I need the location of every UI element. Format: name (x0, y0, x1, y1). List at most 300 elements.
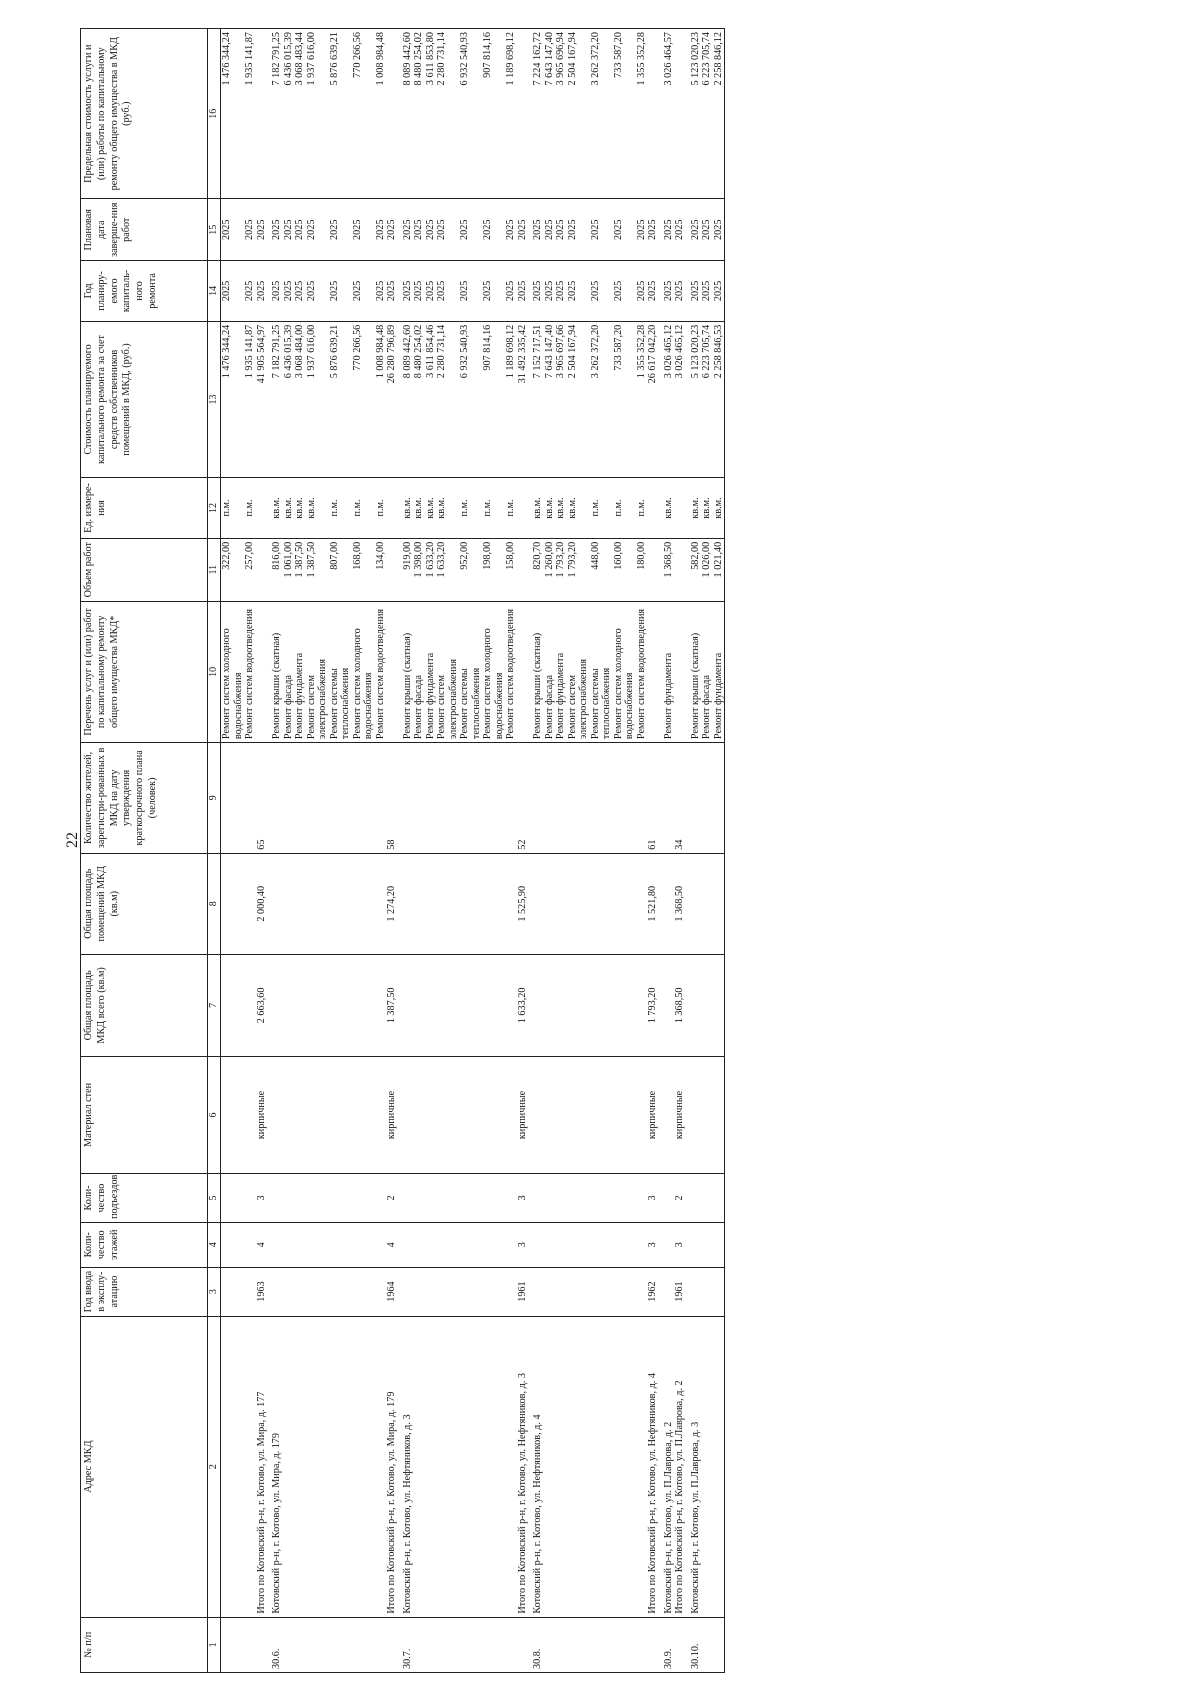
cell-wall-material (713, 1056, 725, 1173)
cell-volume: 1 793,20 (567, 538, 590, 601)
cell-repair-year: 2025 (659, 261, 675, 322)
cell-address (436, 1316, 459, 1617)
cell-number (221, 1617, 245, 1672)
page-number: 22 (64, 832, 81, 848)
cell-work-type: Ремонт фундамента (294, 601, 306, 743)
cell-work-type: Ремонт фундамента (713, 601, 725, 743)
cell-number (413, 1617, 425, 1672)
cell-work-type: Ремонт систем водоотведения (244, 601, 256, 743)
cell-floors (459, 1222, 482, 1267)
cell-premises-area (436, 853, 459, 954)
cell-total-area (352, 954, 375, 1056)
cell-completion-date: 2025 (221, 199, 245, 261)
cell-max-cost: 8 480 254,02 (413, 29, 425, 199)
cell-unit (256, 478, 268, 539)
cell-cost: 26 280 796,89 (386, 321, 398, 477)
table-row (436, 29, 459, 1673)
cell-address (352, 1316, 375, 1617)
cell-volume: 1 026,00 (701, 538, 713, 601)
cell-completion-date: 2025 (482, 199, 505, 261)
cell-entrances (413, 1173, 425, 1222)
cell-completion-date: 2025 (659, 199, 675, 261)
cell-wall-material (436, 1056, 459, 1173)
cell-residents (567, 743, 590, 854)
cell-floors (701, 1222, 713, 1267)
cell-wall-material (590, 1056, 613, 1173)
cell-floors (686, 1222, 702, 1267)
cell-floors (425, 1222, 437, 1267)
cell-cost: 3 262 372,20 (590, 321, 613, 477)
cell-wall-material (659, 1056, 675, 1173)
cell-unit: кв.м. (413, 478, 425, 539)
cell-work-type: Ремонт системы теплоснабжения (459, 601, 482, 743)
cell-entrances: 3 (517, 1173, 529, 1222)
cell-residents (713, 743, 725, 854)
cell-address (329, 1316, 352, 1617)
cell-wall-material (544, 1056, 556, 1173)
cell-repair-year: 2025 (517, 261, 529, 322)
cell-volume (674, 538, 686, 601)
cell-residents (352, 743, 375, 854)
cell-max-cost: 1 937 616,00 (306, 29, 329, 199)
cell-entrances (221, 1173, 245, 1222)
cell-year-commissioned (613, 1267, 636, 1316)
cell-floors (505, 1222, 517, 1267)
cell-residents (505, 743, 517, 854)
cell-floors (613, 1222, 636, 1267)
cell-residents: 61 (647, 743, 659, 854)
table-row (306, 29, 329, 1673)
table-row (482, 29, 505, 1673)
cell-number: 30.6. (267, 1617, 283, 1672)
cell-max-cost: 6 436 015,39 (283, 29, 295, 199)
cell-address: Итого по Котовский р-н, г. Котово, ул. Мира, д. 179 (386, 1316, 398, 1617)
cell-cost: 7 182 791,25 (267, 321, 283, 477)
cell-repair-year: 2025 (567, 261, 590, 322)
cell-residents (267, 743, 283, 854)
cell-total-area: 1 793,20 (647, 954, 659, 1056)
cell-entrances (505, 1173, 517, 1222)
cell-wall-material: кирпичные (386, 1056, 398, 1173)
cell-cost: 1 935 141,87 (244, 321, 256, 477)
cell-cost: 41 905 564,97 (256, 321, 268, 477)
cell-address: Котовский р-н, г. Котово, ул. Нефтяников, д. 3 (398, 1316, 414, 1617)
cell-volume: 158,00 (505, 538, 517, 601)
cell-entrances (425, 1173, 437, 1222)
cell-number (375, 1617, 387, 1672)
cell-max-cost: 3 611 853,80 (425, 29, 437, 199)
cell-repair-year: 2025 (306, 261, 329, 322)
cell-floors (221, 1222, 245, 1267)
cell-number (613, 1617, 636, 1672)
cell-premises-area: 1 521,80 (647, 853, 659, 954)
col-header-max-cost: Предельная стоимость услуги и (или) работы по капитальному ремонту общего имущества в МКД (руб.) (81, 29, 208, 199)
cell-unit: кв.м. (659, 478, 675, 539)
cell-volume: 952,00 (459, 538, 482, 601)
cell-address (244, 1316, 256, 1617)
cell-unit: кв.м. (436, 478, 459, 539)
cell-premises-area (567, 853, 590, 954)
cell-year-commissioned (713, 1267, 725, 1316)
cell-work-type: Ремонт фасада (544, 601, 556, 743)
cell-repair-year: 2025 (701, 261, 713, 322)
cell-completion-date: 2025 (413, 199, 425, 261)
cell-total-area: 1 368,50 (674, 954, 686, 1056)
cell-entrances (398, 1173, 414, 1222)
cell-residents (555, 743, 567, 854)
cell-floors: 4 (386, 1222, 398, 1267)
col-header-repair-year: Год планиру-емого капиталь-ного ремонта (81, 261, 208, 322)
cell-volume: 820,70 (528, 538, 544, 601)
cell-floors (375, 1222, 387, 1267)
table-row (352, 29, 375, 1673)
cell-work-type: Ремонт систем холодного водоснабжения (613, 601, 636, 743)
cell-year-commissioned (544, 1267, 556, 1316)
cell-completion-date: 2025 (425, 199, 437, 261)
table-row-total (517, 29, 529, 1673)
cell-premises-area (425, 853, 437, 954)
cell-work-type: Ремонт крыши (скатная) (686, 601, 702, 743)
cell-work-type: Ремонт крыши (скатная) (528, 601, 544, 743)
cell-completion-date: 2025 (713, 199, 725, 261)
cell-unit: кв.м. (544, 478, 556, 539)
cell-premises-area (329, 853, 352, 954)
cell-year-commissioned (567, 1267, 590, 1316)
cell-volume: 1 398,00 (413, 538, 425, 601)
cell-number (425, 1617, 437, 1672)
cell-floors (283, 1222, 295, 1267)
cell-repair-year: 2025 (613, 261, 636, 322)
cell-year-commissioned (505, 1267, 517, 1316)
cell-residents (413, 743, 425, 854)
cell-premises-area (482, 853, 505, 954)
cell-cost: 5 123 020,23 (686, 321, 702, 477)
cell-floors (329, 1222, 352, 1267)
col-header-volume: Объем работ (81, 538, 208, 601)
cell-number (713, 1617, 725, 1672)
cell-work-type: Ремонт фасада (283, 601, 295, 743)
cell-wall-material (567, 1056, 590, 1173)
cell-wall-material (686, 1056, 702, 1173)
table-row-total (386, 29, 398, 1673)
col-header-cost: Стоимость планируемого капитального ремонта за счет средств собственников помещений в МКД, (руб.) (81, 321, 208, 477)
cell-total-area (567, 954, 590, 1056)
cell-wall-material: кирпичные (674, 1056, 686, 1173)
cell-year-commissioned (425, 1267, 437, 1316)
cell-completion-date: 2025 (294, 199, 306, 261)
cell-total-area (505, 954, 517, 1056)
cell-max-cost (517, 29, 529, 199)
cell-premises-area (686, 853, 702, 954)
cell-premises-area: 2 000,40 (256, 853, 268, 954)
cell-address (567, 1316, 590, 1617)
cell-cost: 2 280 731,14 (436, 321, 459, 477)
col-number: 10 (208, 601, 221, 743)
col-header-completion-date: Плановая дата заверше-ния работ (81, 199, 208, 261)
cell-cost: 1 476 344,24 (221, 321, 245, 477)
cell-cost: 7 643 147,40 (544, 321, 556, 477)
cell-work-type: Ремонт систем холодного водоснабжения (221, 601, 245, 743)
cell-unit (517, 478, 529, 539)
cell-entrances (283, 1173, 295, 1222)
cell-volume: 1 633,20 (425, 538, 437, 601)
cell-max-cost: 1 935 141,87 (244, 29, 256, 199)
cell-premises-area (701, 853, 713, 954)
cell-year-commissioned: 1961 (517, 1267, 529, 1316)
cell-volume: 1 021,40 (713, 538, 725, 601)
cell-total-area (425, 954, 437, 1056)
cell-max-cost: 3 965 696,94 (555, 29, 567, 199)
cell-address (590, 1316, 613, 1617)
col-header-premises-area: Общая площадь помещений МКД (кв.м) (81, 853, 208, 954)
cell-completion-date: 2025 (505, 199, 517, 261)
cell-year-commissioned: 1962 (647, 1267, 659, 1316)
cell-residents: 34 (674, 743, 686, 854)
col-number: 6 (208, 1056, 221, 1173)
cell-number (283, 1617, 295, 1672)
cell-repair-year: 2025 (528, 261, 544, 322)
cell-unit: кв.м. (713, 478, 725, 539)
cell-year-commissioned: 1964 (386, 1267, 398, 1316)
cell-repair-year: 2025 (713, 261, 725, 322)
cell-year-commissioned (636, 1267, 648, 1316)
table-row (567, 29, 590, 1673)
cell-year-commissioned (528, 1267, 544, 1316)
cell-year-commissioned (686, 1267, 702, 1316)
cell-entrances (528, 1173, 544, 1222)
cell-number (555, 1617, 567, 1672)
cell-work-type (647, 601, 659, 743)
cell-work-type: Ремонт систем водоотведения (375, 601, 387, 743)
cell-unit: п.м. (590, 478, 613, 539)
cell-year-commissioned (283, 1267, 295, 1316)
cell-year-commissioned (267, 1267, 283, 1316)
cell-entrances: 3 (256, 1173, 268, 1222)
cell-repair-year: 2025 (425, 261, 437, 322)
table-row (613, 29, 636, 1673)
col-number: 13 (208, 321, 221, 477)
cell-repair-year: 2025 (375, 261, 387, 322)
cell-year-commissioned (375, 1267, 387, 1316)
table-row (686, 29, 702, 1673)
cell-floors (482, 1222, 505, 1267)
cell-entrances (659, 1173, 675, 1222)
cell-address (413, 1316, 425, 1617)
cell-premises-area (528, 853, 544, 954)
cell-premises-area (244, 853, 256, 954)
cell-address (294, 1316, 306, 1617)
cell-unit: кв.м. (425, 478, 437, 539)
cell-unit: п.м. (329, 478, 352, 539)
cell-work-type: Ремонт крыши (скатная) (398, 601, 414, 743)
cell-unit: п.м. (375, 478, 387, 539)
cell-volume: 1 387,50 (294, 538, 306, 601)
cell-completion-date: 2025 (701, 199, 713, 261)
cell-max-cost: 7 643 147,40 (544, 29, 556, 199)
cell-premises-area (267, 853, 283, 954)
table-row (425, 29, 437, 1673)
cell-total-area (659, 954, 675, 1056)
cell-floors (306, 1222, 329, 1267)
cell-total-area (294, 954, 306, 1056)
table-row (375, 29, 387, 1673)
rotated-table-container (80, 28, 1200, 1673)
col-number: 1 (208, 1617, 221, 1672)
cell-floors (413, 1222, 425, 1267)
cell-wall-material (398, 1056, 414, 1173)
col-header-address: Адрес МКД (81, 1316, 208, 1617)
cell-premises-area (306, 853, 329, 954)
cell-address (482, 1316, 505, 1617)
cell-wall-material (459, 1056, 482, 1173)
cell-address: Итого по Котовский р-н, г. Котово, ул. Нефтяников, д. 3 (517, 1316, 529, 1617)
cell-residents (283, 743, 295, 854)
cell-completion-date: 2025 (436, 199, 459, 261)
cell-wall-material: кирпичные (256, 1056, 268, 1173)
cell-number (674, 1617, 686, 1672)
cell-unit: кв.м. (567, 478, 590, 539)
cell-completion-date: 2025 (398, 199, 414, 261)
cell-year-commissioned (329, 1267, 352, 1316)
cell-cost: 5 876 639,21 (329, 321, 352, 477)
cell-completion-date: 2025 (567, 199, 590, 261)
cell-wall-material (613, 1056, 636, 1173)
cell-wall-material (528, 1056, 544, 1173)
cell-cost: 8 480 254,02 (413, 321, 425, 477)
repair-plan-table (80, 28, 725, 1673)
cell-cost: 6 932 540,93 (459, 321, 482, 477)
cell-work-type: Ремонт систем электроснабжения (436, 601, 459, 743)
cell-address: Итого по Котовский р-н, г. Котово, ул. Мира, д. 177 (256, 1316, 268, 1617)
cell-repair-year: 2025 (283, 261, 295, 322)
cell-work-type: Ремонт фундамента (555, 601, 567, 743)
table-row (329, 29, 352, 1673)
cell-total-area (528, 954, 544, 1056)
cell-repair-year: 2025 (329, 261, 352, 322)
cell-number (386, 1617, 398, 1672)
cell-unit: п.м. (482, 478, 505, 539)
cell-premises-area (590, 853, 613, 954)
cell-entrances (375, 1173, 387, 1222)
cell-address (221, 1316, 245, 1617)
cell-entrances (352, 1173, 375, 1222)
cell-premises-area (352, 853, 375, 954)
cell-completion-date: 2025 (686, 199, 702, 261)
cell-cost: 1 355 352,28 (636, 321, 648, 477)
cell-premises-area: 1 525,90 (517, 853, 529, 954)
cell-address: Котовский р-н, г. Котово, ул. П.Лаврова, д. 3 (686, 1316, 702, 1617)
cell-cost: 2 258 846,53 (713, 321, 725, 477)
cell-total-area (329, 954, 352, 1056)
cell-repair-year: 2025 (244, 261, 256, 322)
col-number: 9 (208, 743, 221, 854)
cell-entrances (686, 1173, 702, 1222)
cell-entrances (555, 1173, 567, 1222)
cell-volume: 168,00 (352, 538, 375, 601)
cell-number (306, 1617, 329, 1672)
cell-number (517, 1617, 529, 1672)
cell-wall-material (375, 1056, 387, 1173)
col-number: 16 (208, 29, 221, 199)
cell-residents (244, 743, 256, 854)
cell-max-cost: 907 814,16 (482, 29, 505, 199)
cell-number: 30.9. (659, 1617, 675, 1672)
cell-residents (659, 743, 675, 854)
cell-address: Котовский р-н, г. Котово, ул. Нефтяников, д. 4 (528, 1316, 544, 1617)
cell-year-commissioned (244, 1267, 256, 1316)
header-row (81, 29, 208, 1673)
cell-completion-date: 2025 (386, 199, 398, 261)
cell-address (306, 1316, 329, 1617)
cell-volume: 198,00 (482, 538, 505, 601)
cell-year-commissioned (221, 1267, 245, 1316)
cell-max-cost: 5 123 020,23 (686, 29, 702, 199)
table-row (294, 29, 306, 1673)
cell-floors (267, 1222, 283, 1267)
cell-total-area (636, 954, 648, 1056)
cell-unit: кв.м. (555, 478, 567, 539)
cell-cost: 1 008 984,48 (375, 321, 387, 477)
cell-max-cost: 5 876 639,21 (329, 29, 352, 199)
cell-year-commissioned (459, 1267, 482, 1316)
cell-total-area (482, 954, 505, 1056)
cell-floors (636, 1222, 648, 1267)
cell-max-cost: 1 355 352,28 (636, 29, 648, 199)
cell-total-area: 2 663,60 (256, 954, 268, 1056)
table-row-total (674, 29, 686, 1673)
cell-floors (294, 1222, 306, 1267)
cell-cost: 2 504 167,94 (567, 321, 590, 477)
cell-wall-material (505, 1056, 517, 1173)
cell-unit (386, 478, 398, 539)
cell-residents (329, 743, 352, 854)
cell-cost: 907 814,16 (482, 321, 505, 477)
cell-unit: п.м. (221, 478, 245, 539)
cell-residents (221, 743, 245, 854)
col-header-total-area: Общая площадь МКД всего (кв.м) (81, 954, 208, 1056)
col-number: 2 (208, 1316, 221, 1617)
cell-completion-date: 2025 (306, 199, 329, 261)
cell-unit (647, 478, 659, 539)
cell-floors (544, 1222, 556, 1267)
cell-completion-date: 2025 (329, 199, 352, 261)
cell-volume: 448,00 (590, 538, 613, 601)
table-row (267, 29, 283, 1673)
cell-total-area (686, 954, 702, 1056)
cell-completion-date: 2025 (459, 199, 482, 261)
cell-repair-year: 2025 (636, 261, 648, 322)
cell-total-area (544, 954, 556, 1056)
cell-cost: 6 436 015,39 (283, 321, 295, 477)
cell-volume: 816,00 (267, 538, 283, 601)
cell-cost: 3 026 465,12 (674, 321, 686, 477)
cell-total-area (459, 954, 482, 1056)
cell-premises-area (713, 853, 725, 954)
cell-cost: 3 026 465,12 (659, 321, 675, 477)
cell-total-area (413, 954, 425, 1056)
cell-repair-year: 2025 (555, 261, 567, 322)
col-number: 7 (208, 954, 221, 1056)
cell-max-cost: 6 932 540,93 (459, 29, 482, 199)
cell-completion-date: 2025 (636, 199, 648, 261)
cell-number: 30.8. (528, 1617, 544, 1672)
cell-floors (659, 1222, 675, 1267)
cell-wall-material (636, 1056, 648, 1173)
cell-residents (544, 743, 556, 854)
cell-residents (398, 743, 414, 854)
cell-wall-material (425, 1056, 437, 1173)
cell-year-commissioned (555, 1267, 567, 1316)
